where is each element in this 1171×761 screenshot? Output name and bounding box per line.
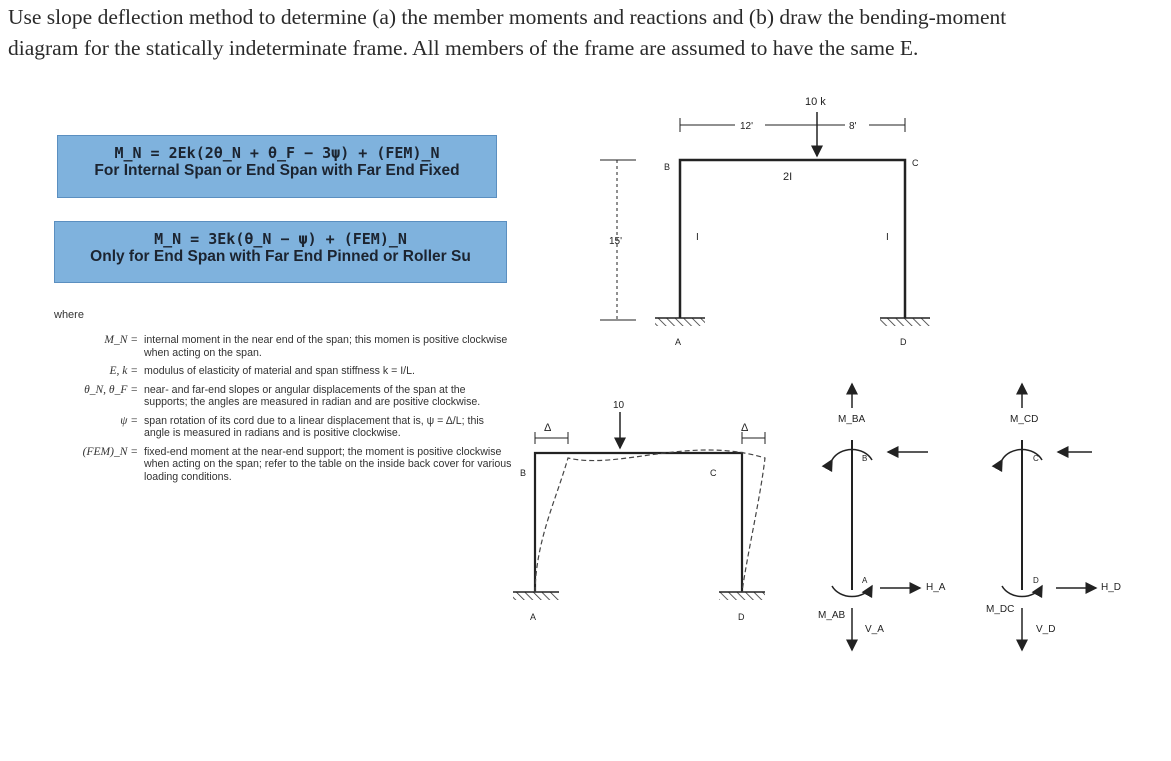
definition-text: modulus of elasticity of material and span stiffness k = I/L. [144, 365, 415, 377]
deflected-node-c: C [710, 468, 717, 478]
fixed-end-caption: For Internal Span or End Span with Far End Fixed [94, 162, 460, 179]
definition-text: near- and far-end slopes or angular displacements of the span at the supports; the angles are measured in radian and are positive clockwise. [144, 383, 481, 408]
fbd-ab-m-bottom: M_AB [818, 610, 846, 621]
fbd-ab-h-label: H_A [926, 582, 946, 593]
definition-symbol: (FEM)_N = [82, 445, 138, 458]
definition-text: fixed-end moment at the near-end support; the moment is positive clockwise when acting on the span; refer to the table on the inside back cover for various loading conditions. [144, 445, 512, 483]
frame-members [680, 160, 905, 318]
span-right-dimension: 8' [849, 121, 857, 132]
fixed-end-formula: M_N = 2Ek(2θ_N + θ_F − 3ψ) + (FEM)_N [114, 144, 440, 162]
fbd-ab-v-label: V_A [865, 624, 884, 635]
fixed-support-d [880, 318, 930, 326]
pinned-end-caption: Only for End Span with Far End Pinned or Roller Su [90, 248, 471, 265]
pinned-end-formula: M_N = 3Ek(θ_N − ψ) + (FEM)_N [154, 230, 407, 248]
fbd-ab-m-top: M_BA [838, 414, 866, 425]
delta-right-label: Δ [741, 422, 749, 434]
left-column-inertia: I [696, 232, 699, 243]
beam-inertia-label: 2I [783, 171, 793, 183]
fbd-ab-node-bottom: A [862, 576, 868, 585]
deflected-node-d: D [738, 612, 745, 622]
where-label: where [54, 309, 84, 321]
definition-symbol: ψ = [120, 414, 138, 427]
deflected-curve [535, 450, 765, 592]
definition-text: span rotation of its cord due to a linear displacement that is, ψ = Δ/L; this angle is measured in radians and is positive clockwise. [144, 414, 484, 439]
problem-statement: Use slope deflection method to determine (a) the member moments and reactions and (b) draw the bending-moment diagram for the statically indeterminate frame. All members of the frame are assumed to have the same E. [8, 5, 1007, 60]
definition-symbol: M_N = [104, 334, 138, 346]
node-d-label: D [900, 337, 907, 347]
definition-symbol: θ_N, θ_F = [84, 383, 138, 396]
fbd-column-dc [986, 384, 1121, 650]
deflected-support-a [513, 592, 559, 600]
deflected-node-b: B [520, 468, 527, 478]
height-dimension: 15' [609, 236, 623, 247]
point-load-label: 10 k [805, 96, 826, 108]
fixed-support-a [655, 318, 705, 326]
node-b-label: B [664, 162, 671, 172]
node-c-label: C [912, 158, 919, 168]
main-frame-figure [600, 96, 930, 347]
fbd-dc-v-label: V_D [1036, 624, 1056, 635]
node-a-label: A [675, 337, 682, 347]
span-left-dimension: 12' [740, 121, 754, 132]
deflected-shape-figure [513, 400, 765, 622]
deflected-node-a: A [530, 612, 537, 622]
definition-symbol: E, k = [109, 365, 138, 377]
fbd-dc-node-bottom: D [1033, 576, 1039, 585]
fbd-column-ab [818, 384, 946, 650]
right-column-inertia: I [886, 232, 889, 243]
fbd-dc-m-bottom: M_DC [986, 604, 1015, 615]
fbd-dc-h-label: H_D [1101, 582, 1122, 593]
deflected-load-label: 10 [613, 400, 625, 411]
definition-text: internal moment in the near end of the span; this momen is positive clockwise when acting on the span. [144, 334, 508, 359]
deflected-support-d [719, 592, 765, 600]
fbd-dc-node-top: C [1033, 454, 1039, 463]
fbd-ab-node-top: B [862, 454, 868, 463]
fbd-dc-m-top: M_CD [1010, 414, 1039, 425]
delta-left-label: Δ [544, 422, 552, 434]
